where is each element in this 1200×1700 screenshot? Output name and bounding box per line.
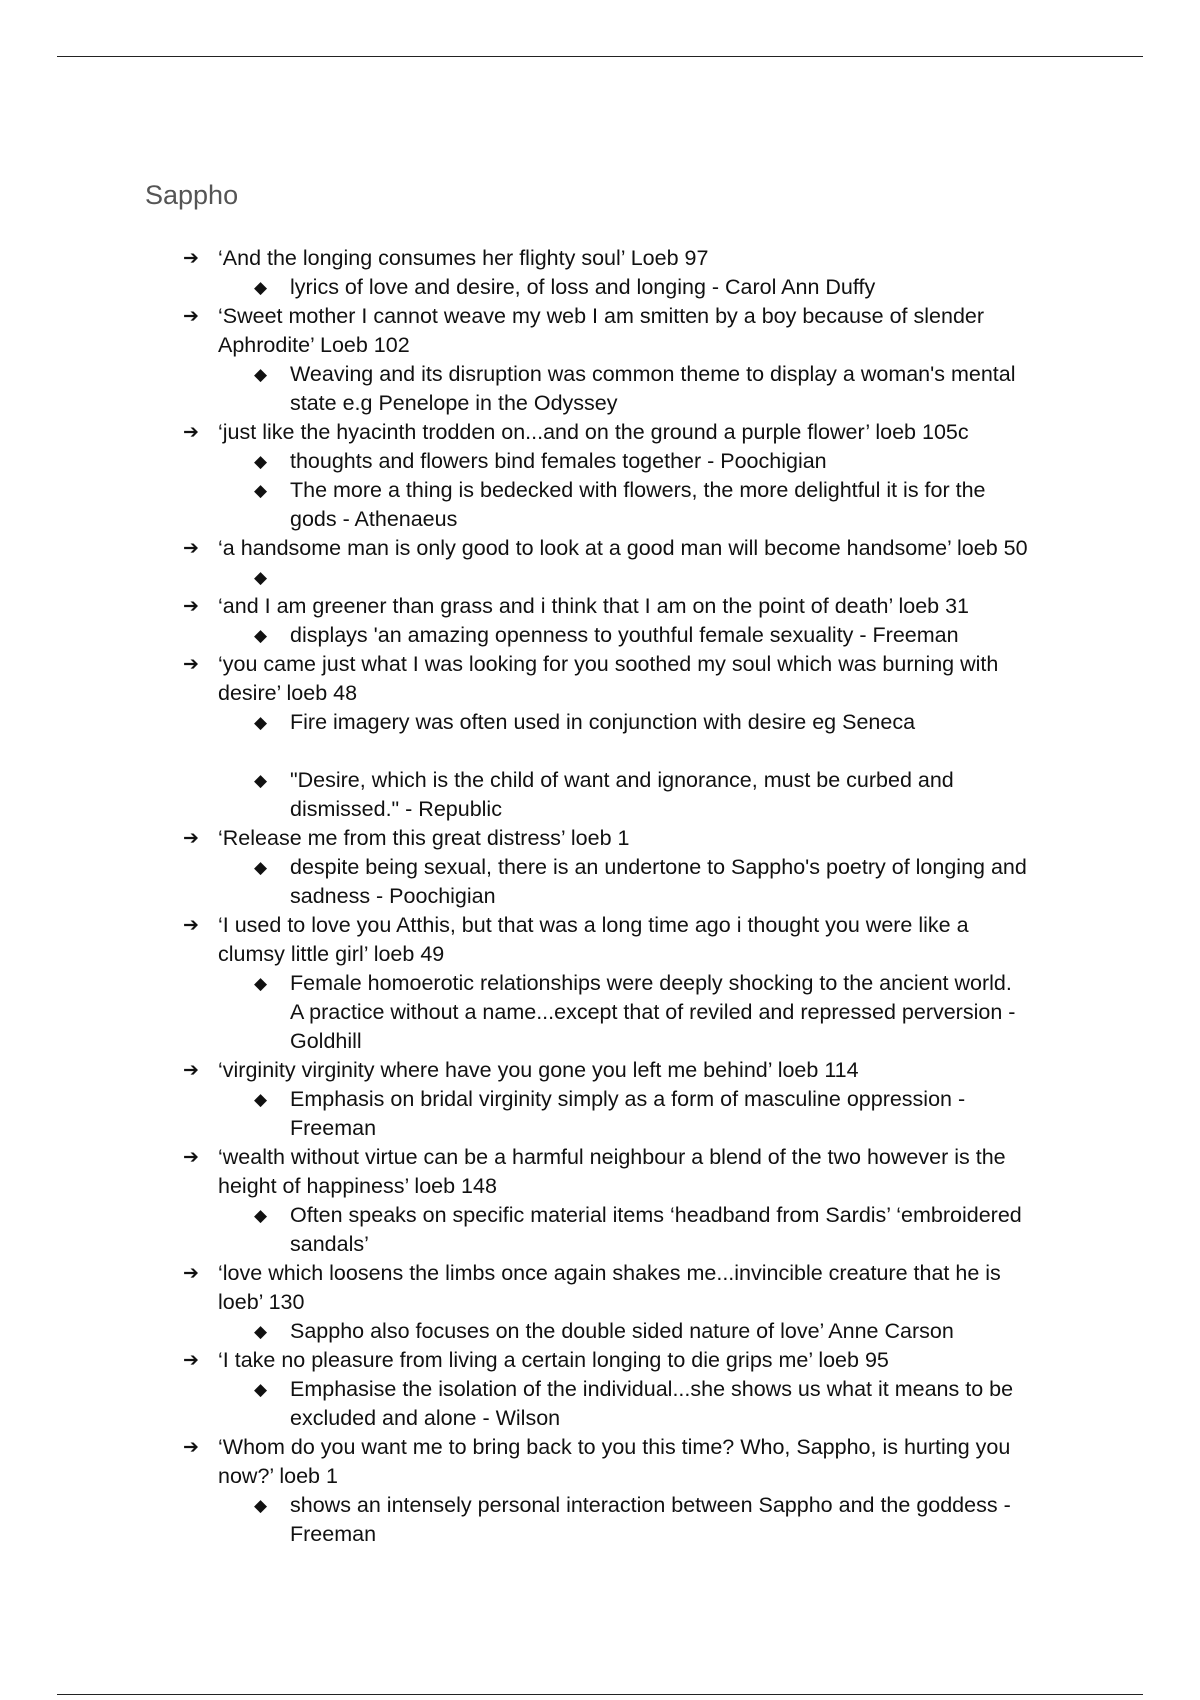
commentary-item [0,708,1200,737]
line-text: dismissed." - Republic [290,797,502,821]
line-text: sadness - Poochigian [290,884,496,908]
line-text: ‘I take no pleasure from living a certain longing to die grips me’ loeb 95 [218,1348,889,1372]
line-text: Often speaks on specific material items ‘headband from Sardis’ ‘embroidered [290,1203,1022,1227]
arrow-bullet-icon: ➔ [183,538,199,559]
bottom-rule [57,1694,1143,1695]
diamond-bullet-icon: ◆ [254,771,268,790]
commentary-item [0,1114,1200,1143]
diamond-bullet-icon: ◆ [254,974,268,993]
diamond-bullet-icon: ◆ [254,1090,268,1109]
line-text: The more a thing is bedecked with flowers, the more delightful it is for the [290,478,986,502]
page-title: Sappho [145,180,239,210]
arrow-bullet-icon: ➔ [183,306,199,327]
arrow-bullet-icon: ➔ [183,1437,199,1458]
diamond-bullet-icon: ◆ [254,1496,268,1515]
commentary-item [0,882,1200,911]
quote-item [0,650,1200,679]
quote-item [0,1143,1200,1172]
quote-item [0,940,1200,969]
arrow-bullet-icon: ➔ [183,654,199,675]
arrow-bullet-icon: ➔ [183,1060,199,1081]
quote-item [0,1433,1200,1462]
quote-item [0,1056,1200,1085]
quote-item [0,1346,1200,1375]
line-text: lyrics of love and desire, of loss and longing - Carol Ann Duffy [290,275,876,299]
diamond-bullet-icon: ◆ [254,858,268,877]
commentary-item [0,360,1200,389]
commentary-item [0,998,1200,1027]
blank-line [0,737,1200,766]
line-text: ‘a handsome man is only good to look at a good man will become handsome’ loeb 50 [218,536,1028,560]
line-text: ‘I used to love you Atthis, but that was a long time ago i thought you were like a [218,913,969,937]
line-text: desire’ loeb 48 [218,681,358,705]
quote-item [0,1172,1200,1201]
commentary-item [0,1230,1200,1259]
commentary-item [0,766,1200,795]
line-text: Goldhill [290,1029,362,1053]
commentary-item [0,1520,1200,1549]
arrow-bullet-icon: ➔ [183,915,199,936]
line-text: state e.g Penelope in the Odyssey [290,391,618,415]
line-text: ‘And the longing consumes her flighty soul’ Loeb 97 [218,246,709,270]
line-text: thoughts and flowers bind females together - Poochigian [290,449,827,473]
line-text: height of happiness’ loeb 148 [218,1174,497,1198]
commentary-item [0,389,1200,418]
line-text: ‘just like the hyacinth trodden on...and on the ground a purple flower’ loeb 105c [218,420,969,444]
commentary-item [0,563,1200,592]
commentary-item [0,853,1200,882]
commentary-item [0,795,1200,824]
line-text: now?’ loeb 1 [218,1464,338,1488]
commentary-item [0,1201,1200,1230]
diamond-bullet-icon: ◆ [254,568,268,587]
commentary-item [0,505,1200,534]
quote-item [0,911,1200,940]
line-text: gods - Athenaeus [290,507,458,531]
commentary-item [0,273,1200,302]
line-text: clumsy little girl’ loeb 49 [218,942,445,966]
line-text: shows an intensely personal interaction between Sappho and the goddess - [290,1493,1011,1517]
arrow-bullet-icon: ➔ [183,828,199,849]
quote-item [0,1288,1200,1317]
quote-item [0,534,1200,563]
commentary-item [0,1317,1200,1346]
diamond-bullet-icon: ◆ [254,626,268,645]
line-text: Weaving and its disruption was common theme to display a woman's mental [290,362,1016,386]
line-text: ‘wealth without virtue can be a harmful neighbour a blend of the two however is the [218,1145,1006,1169]
notes-list [0,244,1200,1549]
diamond-bullet-icon: ◆ [254,452,268,471]
commentary-item [0,621,1200,650]
line-text: ‘virginity virginity where have you gone you left me behind’ loeb 114 [218,1058,859,1082]
line-text: Freeman [290,1522,377,1546]
arrow-bullet-icon: ➔ [183,1263,199,1284]
quote-item [0,331,1200,360]
diamond-bullet-icon: ◆ [254,365,268,384]
line-text: A practice without a name...except that of reviled and repressed perversion - [290,1000,1016,1024]
top-rule [57,56,1143,57]
commentary-item [0,1491,1200,1520]
diamond-bullet-icon: ◆ [254,278,268,297]
line-text: Emphasis on bridal virginity simply as a form of masculine oppression - [290,1087,966,1111]
diamond-bullet-icon: ◆ [254,1322,268,1341]
commentary-item [0,1085,1200,1114]
line-text: Female homoerotic relationships were deeply shocking to the ancient world. [290,971,1012,995]
quote-item [0,592,1200,621]
line-text: ‘love which loosens the limbs once again shakes me...invincible creature that he is [218,1261,1001,1285]
quote-item [0,824,1200,853]
commentary-item [0,447,1200,476]
diamond-bullet-icon: ◆ [254,1380,268,1399]
commentary-item [0,1375,1200,1404]
quote-item [0,302,1200,331]
diamond-bullet-icon: ◆ [254,713,268,732]
line-text: Aphrodite’ Loeb 102 [218,333,410,357]
commentary-item [0,476,1200,505]
line-text: ‘you came just what I was looking for you soothed my soul which was burning with [218,652,999,676]
line-text: despite being sexual, there is an undertone to Sappho's poetry of longing and [290,855,1027,879]
quote-item [0,679,1200,708]
line-text: Sappho also focuses on the double sided nature of love’ Anne Carson [290,1319,954,1343]
commentary-item [0,1404,1200,1433]
line-text: ‘and I am greener than grass and i think that I am on the point of death’ loeb 31 [218,594,969,618]
arrow-bullet-icon: ➔ [183,422,199,443]
commentary-item [0,1027,1200,1056]
arrow-bullet-icon: ➔ [183,1350,199,1371]
line-text: ‘Release me from this great distress’ loeb 1 [218,826,630,850]
commentary-item [0,969,1200,998]
line-text: ‘Sweet mother I cannot weave my web I am smitten by a boy because of slender [218,304,985,328]
line-text: displays 'an amazing openness to youthful female sexuality - Freeman [290,623,959,647]
arrow-bullet-icon: ➔ [183,596,199,617]
line-text: "Desire, which is the child of want and ignorance, must be curbed and [290,768,954,792]
arrow-bullet-icon: ➔ [183,1147,199,1168]
line-text: Fire imagery was often used in conjunction with desire eg Seneca [290,710,916,734]
line-text: ‘Whom do you want me to bring back to you this time? Who, Sappho, is hurting you [218,1435,1011,1459]
quote-item [0,1259,1200,1288]
diamond-bullet-icon: ◆ [254,1206,268,1225]
diamond-bullet-icon: ◆ [254,481,268,500]
arrow-bullet-icon: ➔ [183,248,199,269]
quote-item [0,244,1200,273]
quote-item [0,418,1200,447]
quote-item [0,1462,1200,1491]
line-text: excluded and alone - Wilson [290,1406,561,1430]
line-text: Emphasise the isolation of the individual...she shows us what it means to be [290,1377,1014,1401]
line-text: loeb’ 130 [218,1290,305,1314]
line-text: Freeman [290,1116,377,1140]
line-text: sandals’ [290,1232,369,1256]
